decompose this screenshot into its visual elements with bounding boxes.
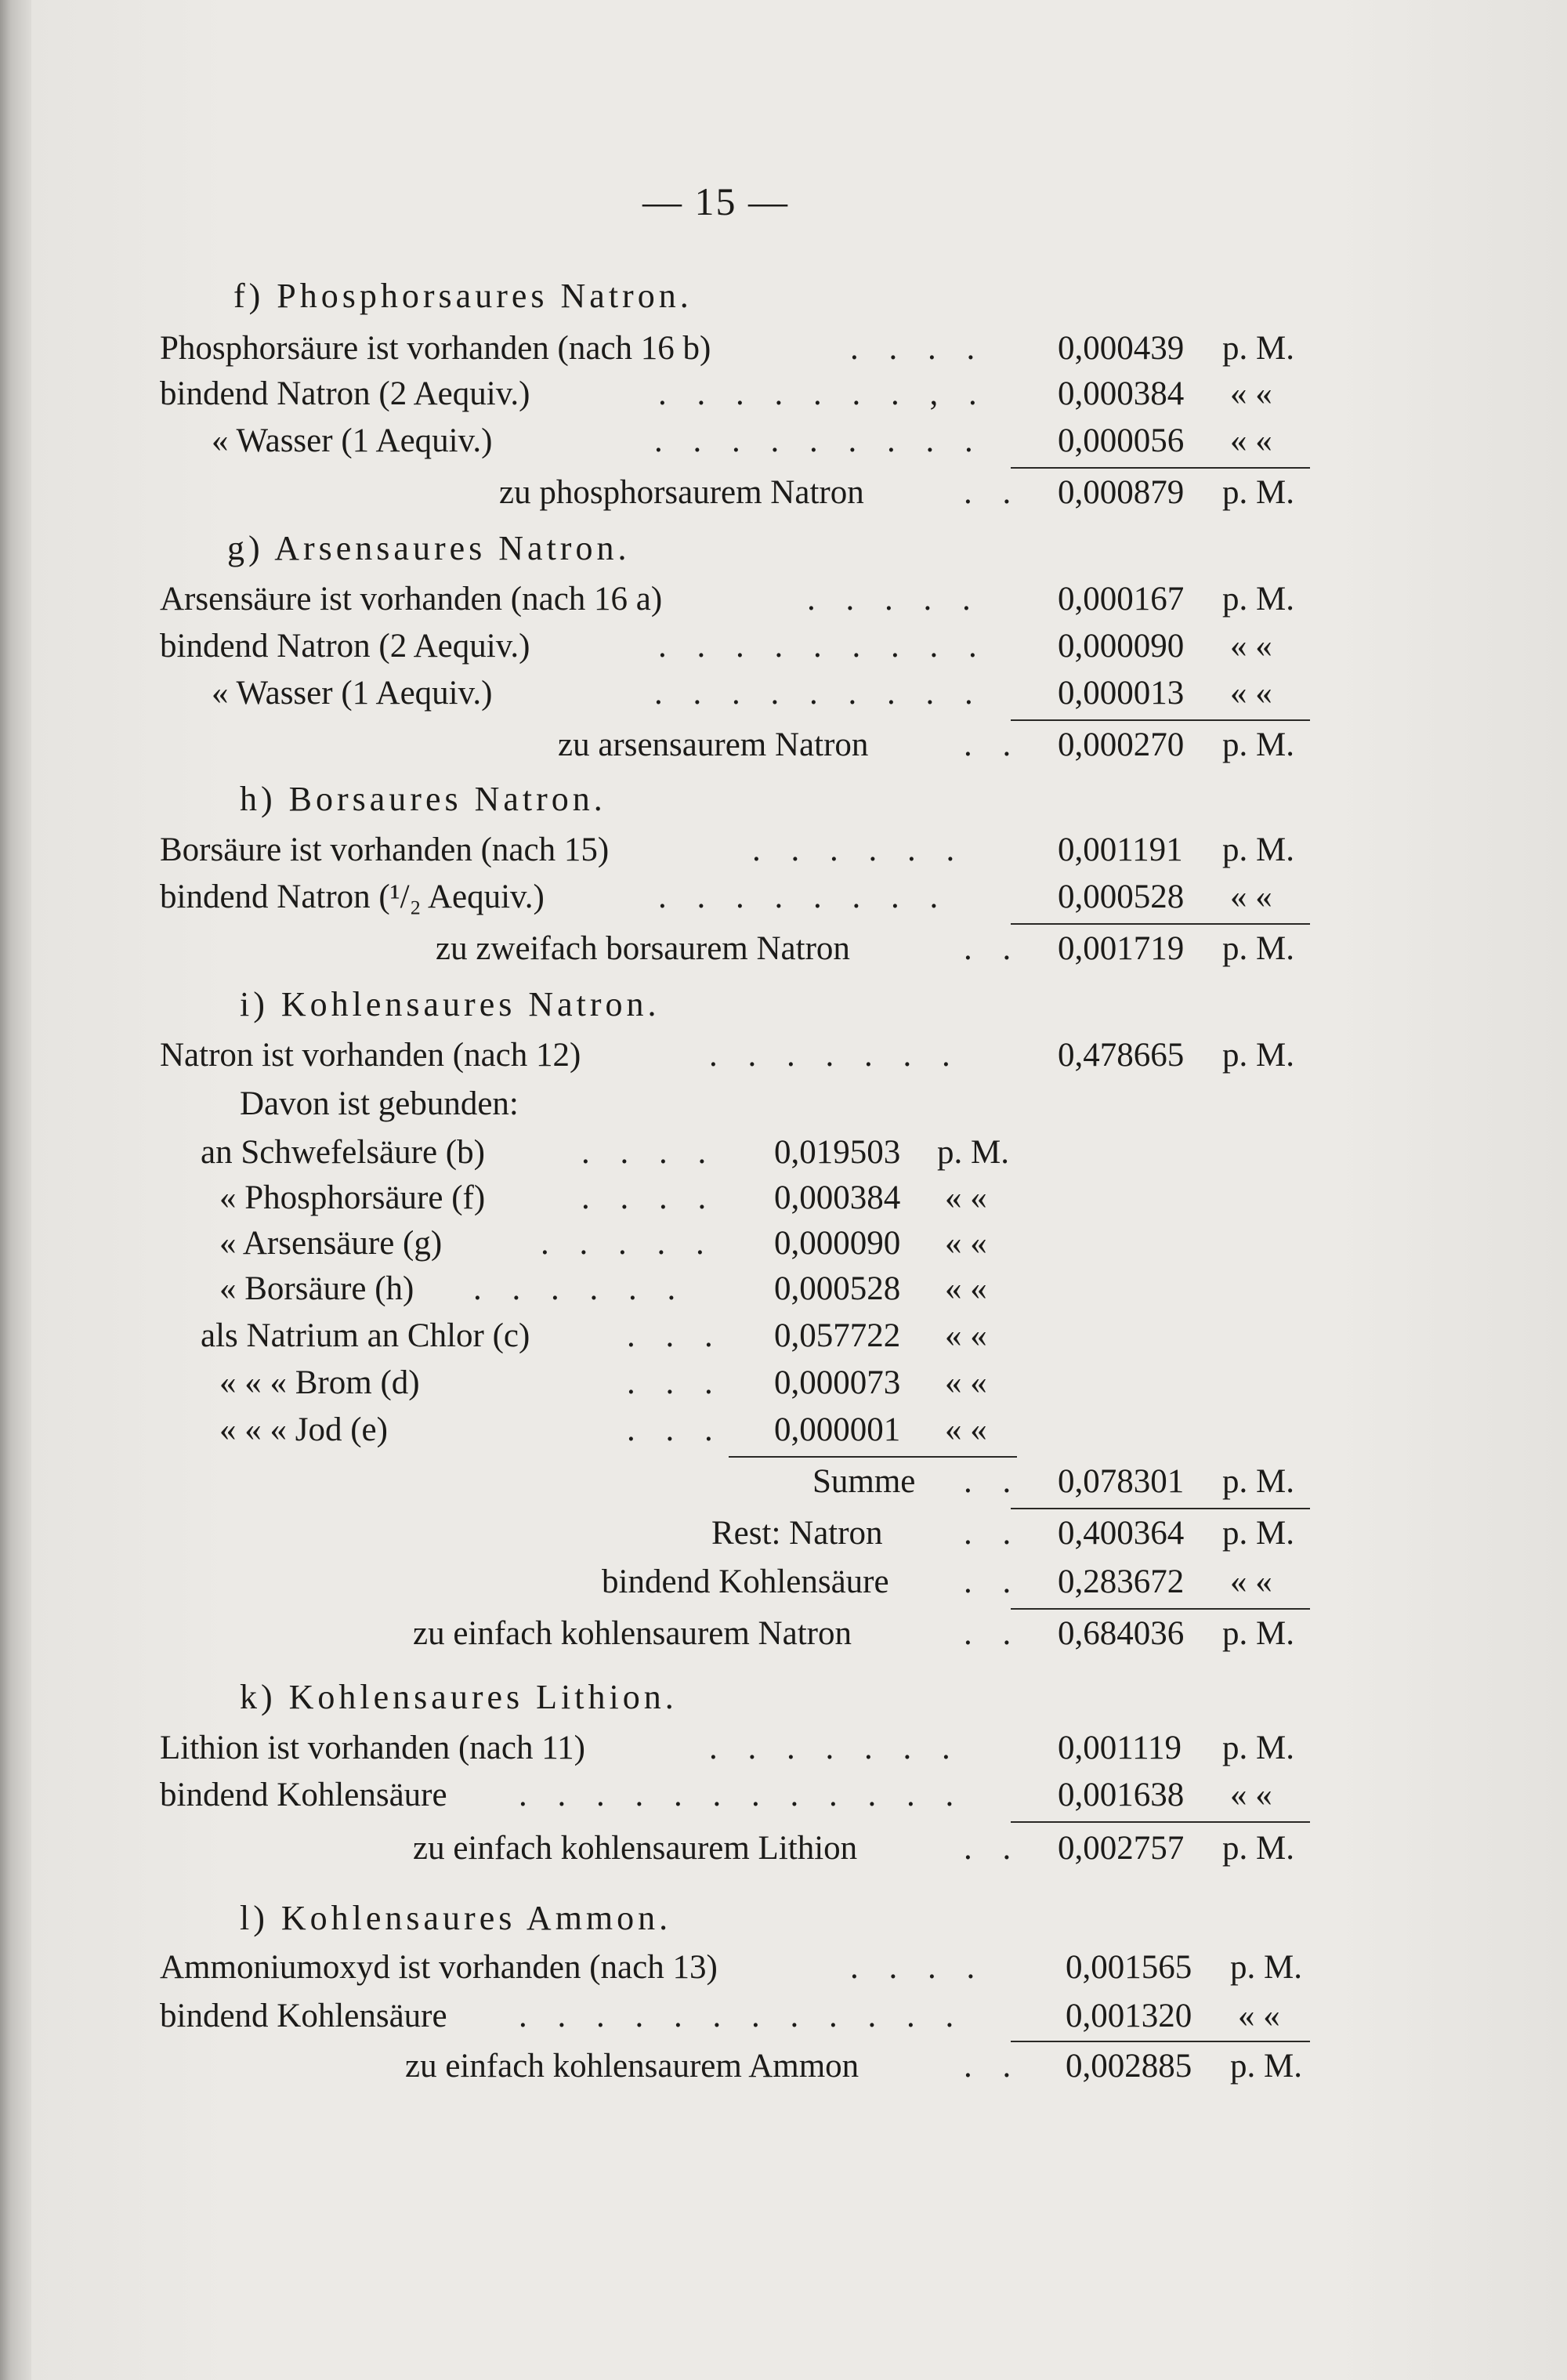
leader-dots: . . xyxy=(964,1515,1022,1552)
leader-dots: . . xyxy=(964,2048,1022,2085)
row-value: 0,001119 xyxy=(1058,1730,1182,1766)
row-value: 0,000013 xyxy=(1058,675,1185,712)
row-label: Natron ist vorhanden (nach 12) xyxy=(160,1037,581,1074)
leader-dots: . . . . . . xyxy=(473,1270,687,1307)
bindend-unit: « « xyxy=(1230,1563,1272,1600)
total-unit: p. M. xyxy=(1230,2048,1302,2085)
row-unit: « « xyxy=(1230,878,1272,915)
leader-dots: . . . . . . . . . . . . xyxy=(519,1998,965,2034)
leader-dots: . . . . . . . xyxy=(709,1730,961,1766)
row-label: Arsensäure ist vorhanden (nach 16 a) xyxy=(160,581,663,618)
sub-row-value: 0,019503 xyxy=(774,1134,901,1171)
bindend-label: bindend Kohlensäure xyxy=(602,1563,889,1600)
sub-row-unit: « « xyxy=(945,1317,987,1354)
row-value: 0,000528 xyxy=(1058,878,1185,915)
total-unit: p. M. xyxy=(1222,474,1294,511)
total-label: zu einfach kohlensaurem Lithion xyxy=(413,1830,858,1867)
sub-row-unit: « « xyxy=(945,1270,987,1307)
leader-dots: . . xyxy=(964,726,1022,763)
leader-dots: . . xyxy=(964,1615,1022,1652)
sub-row-label: als Natrium an Chlor (c) xyxy=(201,1317,530,1354)
sum-rule xyxy=(1011,1608,1310,1610)
sum-rule xyxy=(1011,467,1310,469)
rest-value: 0,400364 xyxy=(1058,1515,1185,1552)
leader-dots: . . . . xyxy=(581,1134,718,1171)
subheading: Davon ist gebunden: xyxy=(240,1085,519,1122)
row-unit: p. M. xyxy=(1222,1037,1294,1074)
row-unit: « « xyxy=(1230,422,1272,459)
subtotal-rule xyxy=(729,1456,1017,1458)
total-label: zu einfach kohlensaurem Ammon xyxy=(405,2048,859,2085)
sub-row-value: 0,000384 xyxy=(774,1179,901,1216)
row-label: bindend Kohlensäure xyxy=(160,1777,447,1813)
row-label: Phosphorsäure ist vorhanden (nach 16 b) xyxy=(160,330,711,367)
total-value: 0,000879 xyxy=(1058,474,1185,511)
section-heading-h: h) Borsaures Natron. xyxy=(240,780,606,818)
sub-row-label: « « « Brom (d) xyxy=(219,1364,420,1401)
leader-dots: . . . . . . xyxy=(752,831,966,868)
sum-rule xyxy=(1011,719,1310,721)
row-value: 0,001638 xyxy=(1058,1777,1185,1813)
total-label: zu phosphorsaurem Natron xyxy=(499,474,864,511)
leader-dots: . . xyxy=(964,1463,1022,1500)
leader-dots: . . . xyxy=(627,1411,724,1448)
sub-row-unit: « « xyxy=(945,1179,987,1216)
sum-rule xyxy=(1011,923,1310,925)
total-label: zu zweifach borsaurem Natron xyxy=(436,930,850,967)
total-value: 0,000270 xyxy=(1058,726,1185,763)
sub-row-value: 0,000528 xyxy=(774,1270,901,1307)
row-value: 0,000439 xyxy=(1058,330,1185,367)
total-value: 0,002885 xyxy=(1066,2048,1192,2085)
leader-dots: . . xyxy=(964,930,1022,967)
row-unit: p. M. xyxy=(1230,1949,1302,1986)
section-heading-g: g) Arsensaures Natron. xyxy=(227,529,631,567)
row-unit: « « xyxy=(1230,628,1272,665)
row-label: « Wasser (1 Aequiv.) xyxy=(212,675,493,712)
row-unit: p. M. xyxy=(1222,330,1294,367)
section-heading-i: i) Kohlensaures Natron. xyxy=(240,985,660,1023)
row-value: 0,000384 xyxy=(1058,375,1185,412)
row-value: 0,001191 xyxy=(1058,831,1183,868)
row-label: bindend Natron (2 Aequiv.) xyxy=(160,375,530,412)
leader-dots: . . . . xyxy=(850,330,986,367)
sub-row-value: 0,000001 xyxy=(774,1411,901,1448)
sub-row-label: « Borsäure (h) xyxy=(219,1270,414,1307)
binding-edge-shadow xyxy=(0,0,31,2380)
row-unit: « « xyxy=(1230,1777,1272,1813)
row-label: « Wasser (1 Aequiv.) xyxy=(212,422,493,459)
leader-dots: . . xyxy=(964,474,1022,511)
row-unit: p. M. xyxy=(1222,581,1294,618)
section-heading-l: l) Kohlensaures Ammon. xyxy=(240,1899,672,1937)
total-value: 0,002757 xyxy=(1058,1830,1185,1867)
sub-row-unit: « « xyxy=(945,1225,987,1262)
section-heading-k: k) Kohlensaures Lithion. xyxy=(240,1678,678,1716)
leader-dots: . . . xyxy=(627,1317,724,1354)
leader-dots: . . . . . xyxy=(541,1225,715,1262)
row-value: 0,000090 xyxy=(1058,628,1185,665)
row-label: bindend Natron (¹/₂ Aequiv.) xyxy=(160,878,545,915)
leader-dots: . . . . . . . . . xyxy=(658,628,988,665)
leader-dots: . . . . . . . . xyxy=(658,878,950,915)
bindend-value: 0,283672 xyxy=(1058,1563,1185,1600)
leader-dots: . . . . . . . . . xyxy=(654,422,984,459)
total-unit: p. M. xyxy=(1222,1830,1294,1867)
total-unit: p. M. xyxy=(1222,726,1294,763)
sub-row-value: 0,057722 xyxy=(774,1317,901,1354)
summe-unit: p. M. xyxy=(1222,1463,1294,1500)
sum-rule xyxy=(1011,1508,1310,1509)
row-unit: « « xyxy=(1230,675,1272,712)
sum-rule xyxy=(1011,2041,1310,2042)
row-value: 0,478665 xyxy=(1058,1037,1185,1074)
row-value: 0,001565 xyxy=(1066,1949,1192,1986)
leader-dots: . . . xyxy=(627,1364,724,1401)
leader-dots: . . . . . . . , . xyxy=(658,375,988,412)
total-value: 0,684036 xyxy=(1058,1615,1185,1652)
sub-row-label: « Arsensäure (g) xyxy=(219,1225,443,1262)
total-value: 0,001719 xyxy=(1058,930,1185,967)
sub-row-value: 0,000090 xyxy=(774,1225,901,1262)
total-unit: p. M. xyxy=(1222,930,1294,967)
row-unit: p. M. xyxy=(1222,831,1294,868)
total-label: zu arsensaurem Natron xyxy=(558,726,869,763)
row-unit: « « xyxy=(1230,375,1272,412)
row-value: 0,000056 xyxy=(1058,422,1185,459)
sum-rule xyxy=(1011,1821,1310,1823)
section-heading-f: f) Phosphorsaures Natron. xyxy=(233,277,693,315)
rest-label: Rest: Natron xyxy=(711,1515,883,1552)
sub-row-unit: « « xyxy=(945,1411,987,1448)
row-unit: « « xyxy=(1238,1998,1280,2034)
leader-dots: . . . . . xyxy=(807,581,982,618)
leader-dots: . . . . . . . . . xyxy=(654,675,984,712)
sub-row-unit: « « xyxy=(945,1364,987,1401)
leader-dots: . . . . . . . . . . . . xyxy=(519,1777,965,1813)
leader-dots: . . xyxy=(964,1563,1022,1600)
row-value: 0,000167 xyxy=(1058,581,1185,618)
sub-row-label: « Phosphorsäure (f) xyxy=(219,1179,486,1216)
row-unit: p. M. xyxy=(1222,1730,1294,1766)
summe-label: Summe xyxy=(812,1463,916,1500)
row-label: Lithion ist vorhanden (nach 11) xyxy=(160,1730,585,1766)
row-label: bindend Kohlensäure xyxy=(160,1998,447,2034)
summe-value: 0,078301 xyxy=(1058,1463,1185,1500)
leader-dots: . . . . xyxy=(850,1949,986,1986)
total-unit: p. M. xyxy=(1222,1615,1294,1652)
row-value: 0,001320 xyxy=(1066,1998,1192,2034)
leader-dots: . . . . xyxy=(581,1179,718,1216)
row-label: Ammoniumoxyd ist vorhanden (nach 13) xyxy=(160,1949,718,1986)
sub-row-label: « « « Jod (e) xyxy=(219,1411,388,1448)
leader-dots: . . xyxy=(964,1830,1022,1867)
row-label: bindend Natron (2 Aequiv.) xyxy=(160,628,530,665)
rest-unit: p. M. xyxy=(1222,1515,1294,1552)
sub-row-unit: p. M. xyxy=(937,1134,1009,1171)
leader-dots: . . . . . . . xyxy=(709,1037,961,1074)
page-number: — 15 — xyxy=(642,179,789,223)
row-label: Borsäure ist vorhanden (nach 15) xyxy=(160,831,610,868)
total-label: zu einfach kohlensaurem Natron xyxy=(413,1615,852,1652)
sub-row-label: an Schwefelsäure (b) xyxy=(201,1134,485,1171)
sub-row-value: 0,000073 xyxy=(774,1364,901,1401)
